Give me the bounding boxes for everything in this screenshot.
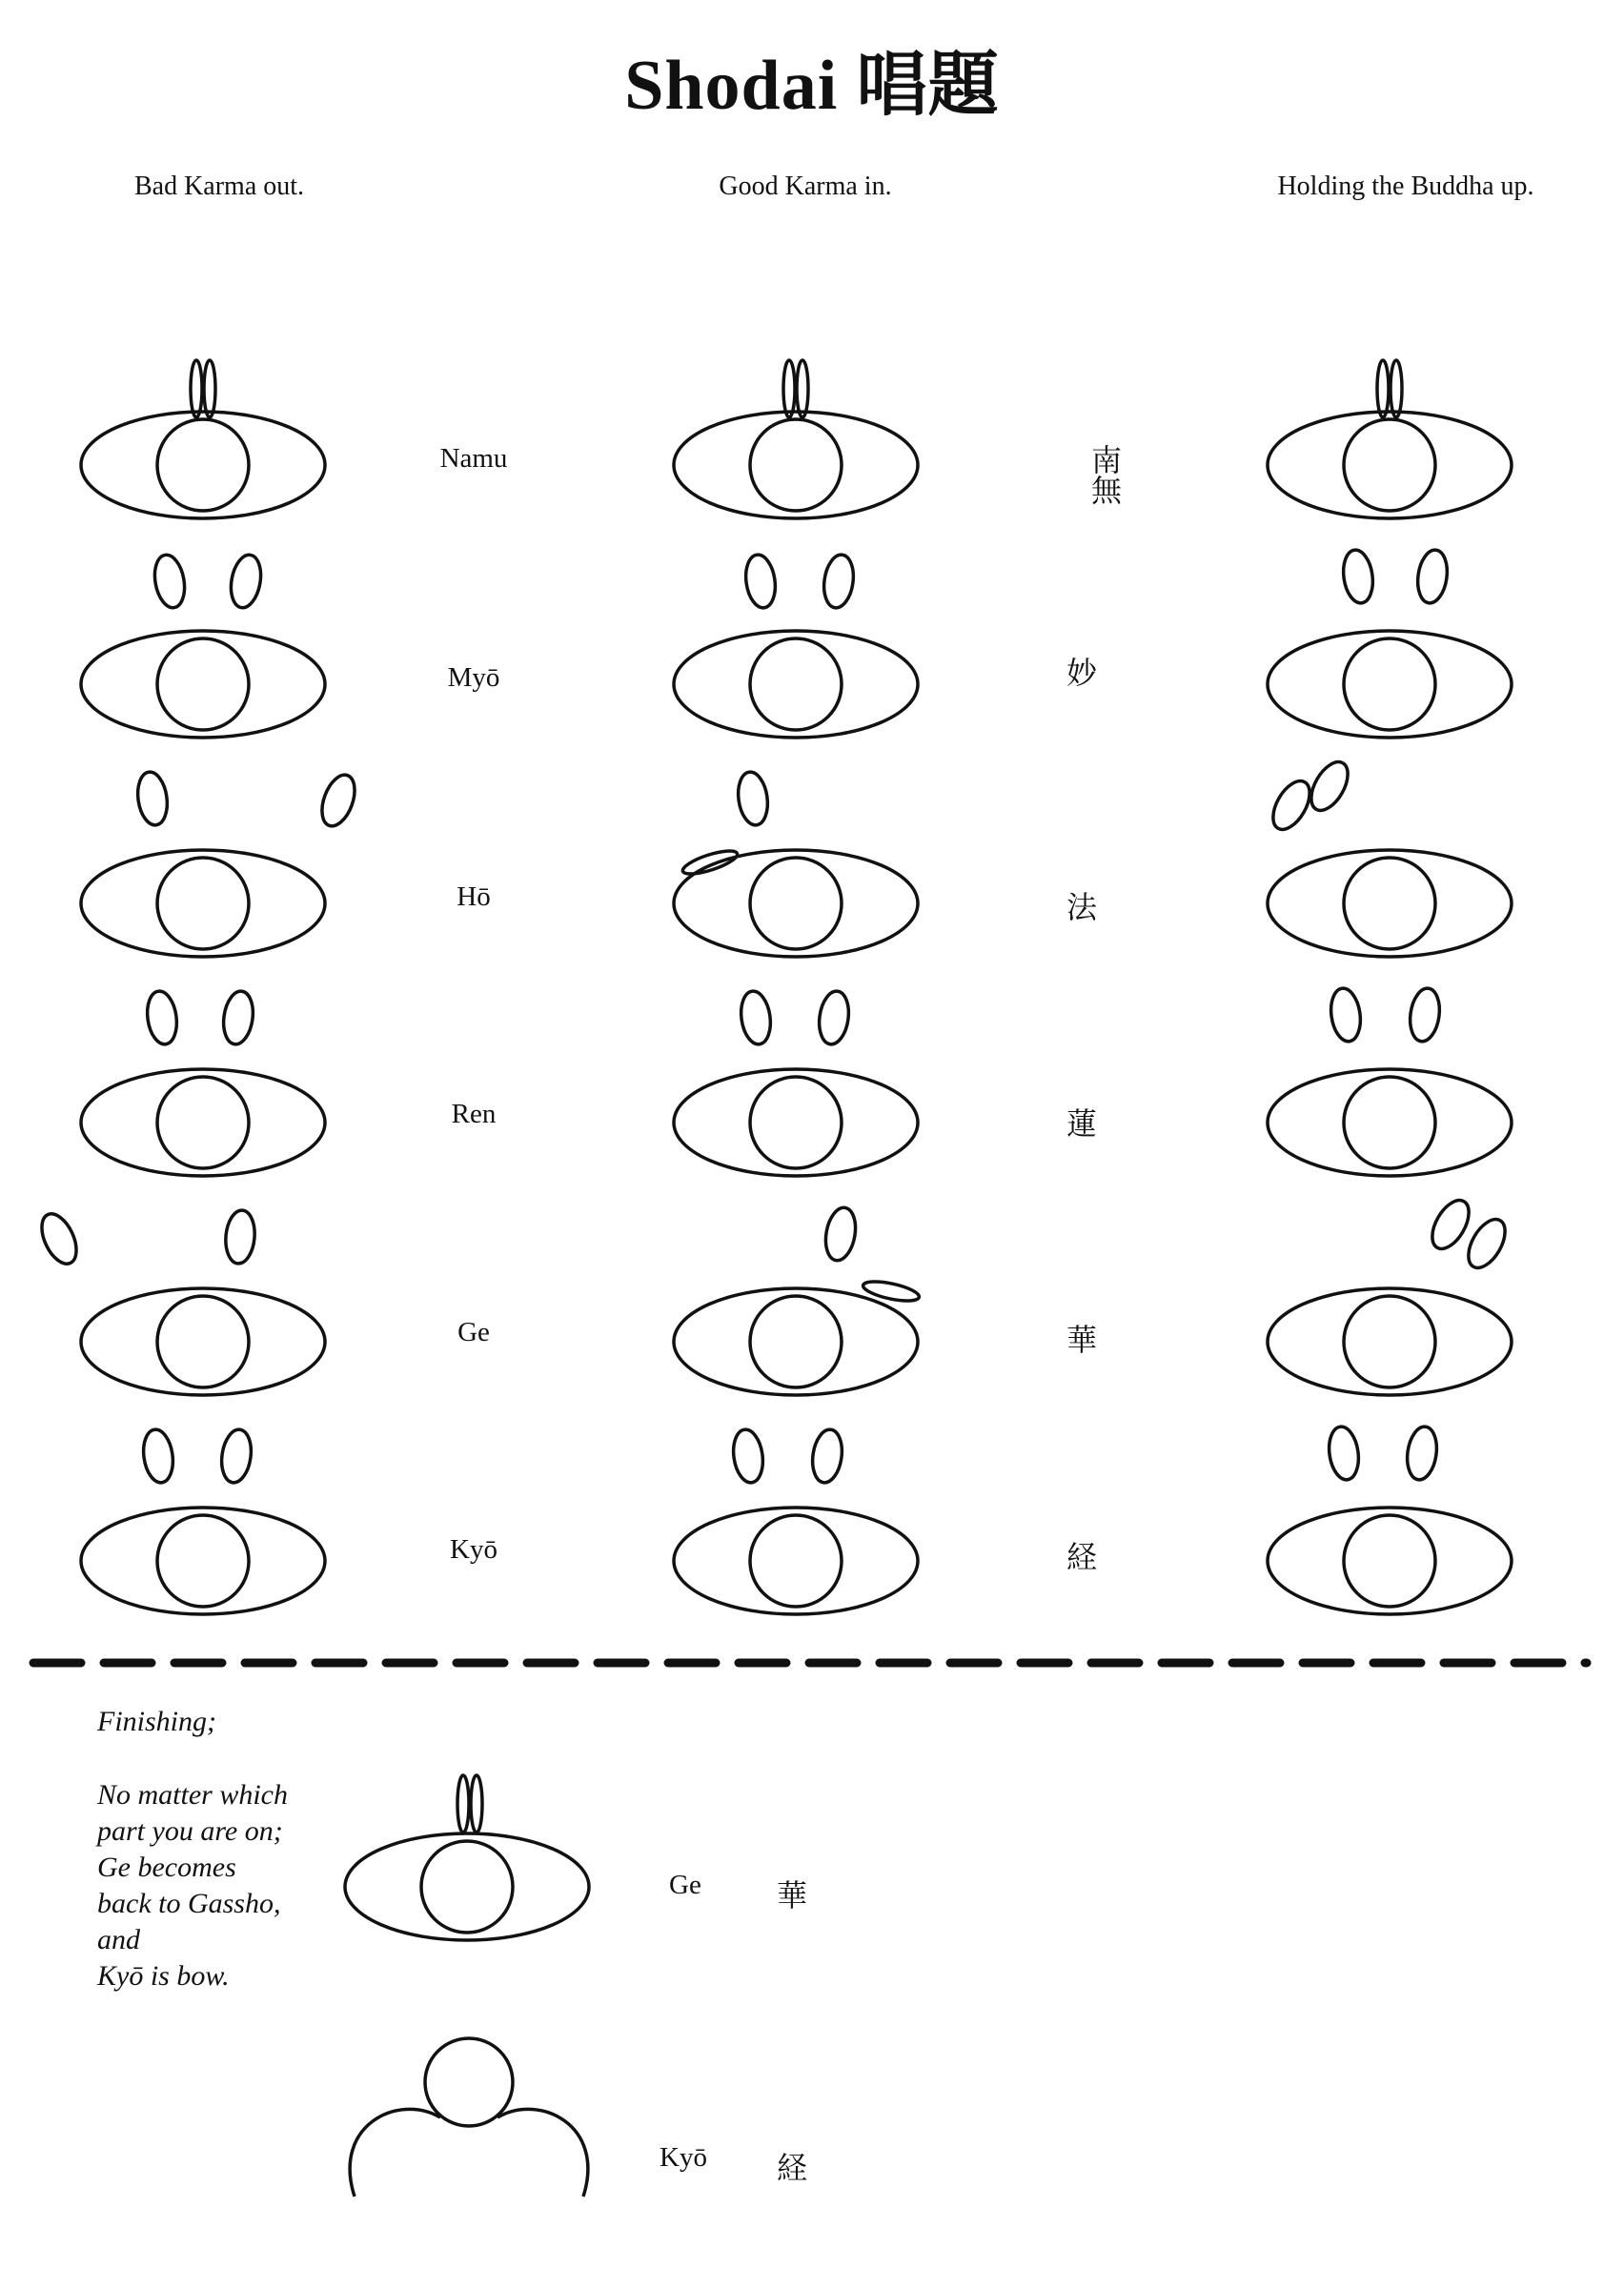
body-ellipse xyxy=(674,1069,918,1176)
finishing-line: No matter which xyxy=(97,1779,288,1811)
body-ellipse xyxy=(1268,1508,1512,1614)
hand-icon xyxy=(218,1427,254,1485)
kanji-myo: 妙 xyxy=(1066,655,1097,691)
syllable-ren: Ren xyxy=(451,1099,497,1129)
hand-icon xyxy=(315,771,360,831)
finishing-figures xyxy=(345,1775,589,2197)
body-ellipse xyxy=(81,1069,325,1176)
head-circle xyxy=(750,1296,842,1387)
head-circle xyxy=(750,1515,842,1607)
hand-icon xyxy=(1326,1425,1362,1482)
head-circle xyxy=(157,419,249,511)
body-ellipse xyxy=(1268,412,1512,518)
head-circle xyxy=(1344,419,1435,511)
hand-icon xyxy=(227,553,264,610)
finishing-line: back to Gassho, xyxy=(97,1888,281,1919)
body-ellipse xyxy=(674,1288,918,1395)
hand-icon xyxy=(816,989,852,1046)
bow-head-circle xyxy=(425,2038,513,2126)
body-ellipse xyxy=(81,1508,325,1614)
hand-icon xyxy=(1266,775,1317,835)
hand-icon xyxy=(151,553,188,610)
hand-icon xyxy=(1328,986,1364,1043)
head-circle xyxy=(750,419,842,511)
finishing-line: part you are on; xyxy=(97,1815,283,1847)
posture-figures xyxy=(35,360,1512,1614)
kanji-ho: 法 xyxy=(1066,889,1097,925)
head-circle xyxy=(750,1077,842,1168)
hand-icon xyxy=(730,1427,766,1485)
body-ellipse xyxy=(674,850,918,957)
hand-icon xyxy=(1304,756,1355,816)
head-circle xyxy=(750,858,842,949)
body-ellipse xyxy=(1268,1069,1512,1176)
body-ellipse xyxy=(674,412,918,518)
gassho-hand-icon xyxy=(457,1775,469,1832)
hand-icon xyxy=(220,989,256,1046)
hand-icon xyxy=(742,553,779,610)
head-circle xyxy=(157,858,249,949)
head-circle xyxy=(1344,1077,1435,1168)
page-title: Shodai 唱題 xyxy=(624,47,1000,125)
bow-shoulders xyxy=(350,2109,588,2197)
head-circle xyxy=(1344,1296,1435,1387)
head-circle xyxy=(1344,1515,1435,1607)
body-ellipse xyxy=(1268,631,1512,738)
syllable-kyo: Kyō xyxy=(450,1534,497,1565)
hand-icon xyxy=(821,553,857,610)
body-ellipse xyxy=(1268,1288,1512,1395)
kanji-namu: 南無 xyxy=(1086,444,1123,505)
gassho-hand-icon xyxy=(204,360,215,417)
hand-icon xyxy=(224,1209,257,1265)
hand-icon xyxy=(1340,548,1376,605)
body-ellipse xyxy=(81,1288,325,1395)
gassho-hand-icon xyxy=(1391,360,1402,417)
kanji-ren: 蓮 xyxy=(1066,1105,1097,1142)
syllable-myo: Myō xyxy=(447,662,500,693)
finishing-syllable-kyo: Kyō xyxy=(660,2142,707,2173)
body-ellipse xyxy=(674,631,918,738)
hand-icon xyxy=(144,989,180,1046)
head-circle xyxy=(1344,858,1435,949)
finishing-syllable-ge: Ge xyxy=(669,1870,701,1900)
column-heading-holding-buddha: Holding the Buddha up. xyxy=(1277,172,1534,201)
hand-icon xyxy=(35,1208,84,1268)
head-circle xyxy=(1344,638,1435,730)
body-ellipse xyxy=(81,631,325,738)
body-ellipse xyxy=(81,412,325,518)
hand-icon xyxy=(738,989,774,1046)
head-circle xyxy=(750,638,842,730)
kanji-kyo: 経 xyxy=(1066,1539,1097,1575)
hand-icon xyxy=(809,1427,845,1485)
body-ellipse xyxy=(345,1833,589,1940)
finishing-title: Finishing; xyxy=(97,1706,216,1737)
gassho-hand-icon xyxy=(1377,360,1389,417)
head-circle xyxy=(157,1077,249,1168)
finishing-line: Kyō is bow. xyxy=(97,1960,230,1992)
body-ellipse xyxy=(674,1508,918,1614)
finishing-kanji-kyo: 経 xyxy=(777,2150,808,2186)
syllable-ge: Ge xyxy=(457,1317,490,1347)
hand-icon xyxy=(1407,986,1443,1043)
finishing-line: Ge becomes xyxy=(97,1852,236,1883)
finishing-instructions xyxy=(97,1777,345,1994)
gassho-hand-icon xyxy=(191,360,202,417)
body-ellipse xyxy=(81,850,325,957)
finishing-line: and xyxy=(97,1924,140,1955)
hand-icon xyxy=(1404,1425,1440,1482)
hand-icon xyxy=(1414,548,1451,605)
head-circle xyxy=(157,1296,249,1387)
hand-icon xyxy=(134,770,171,827)
kanji-ge: 華 xyxy=(1066,1322,1097,1358)
gassho-hand-icon xyxy=(797,360,808,417)
head-circle xyxy=(421,1841,513,1933)
hand-icon xyxy=(822,1205,859,1263)
syllable-namu: Namu xyxy=(439,443,508,474)
column-heading-good-karma: Good Karma in. xyxy=(719,172,892,201)
gassho-hand-icon xyxy=(471,1775,482,1832)
gassho-hand-icon xyxy=(783,360,795,417)
syllable-ho: Hō xyxy=(457,881,491,912)
column-heading-bad-karma: Bad Karma out. xyxy=(133,172,305,201)
hand-icon xyxy=(140,1427,176,1485)
flat-hand-icon xyxy=(680,846,740,879)
finishing-kanji-ge: 華 xyxy=(777,1877,808,1913)
body-ellipse xyxy=(1268,850,1512,957)
head-circle xyxy=(157,1515,249,1607)
head-circle xyxy=(157,638,249,730)
hand-icon xyxy=(735,770,771,827)
